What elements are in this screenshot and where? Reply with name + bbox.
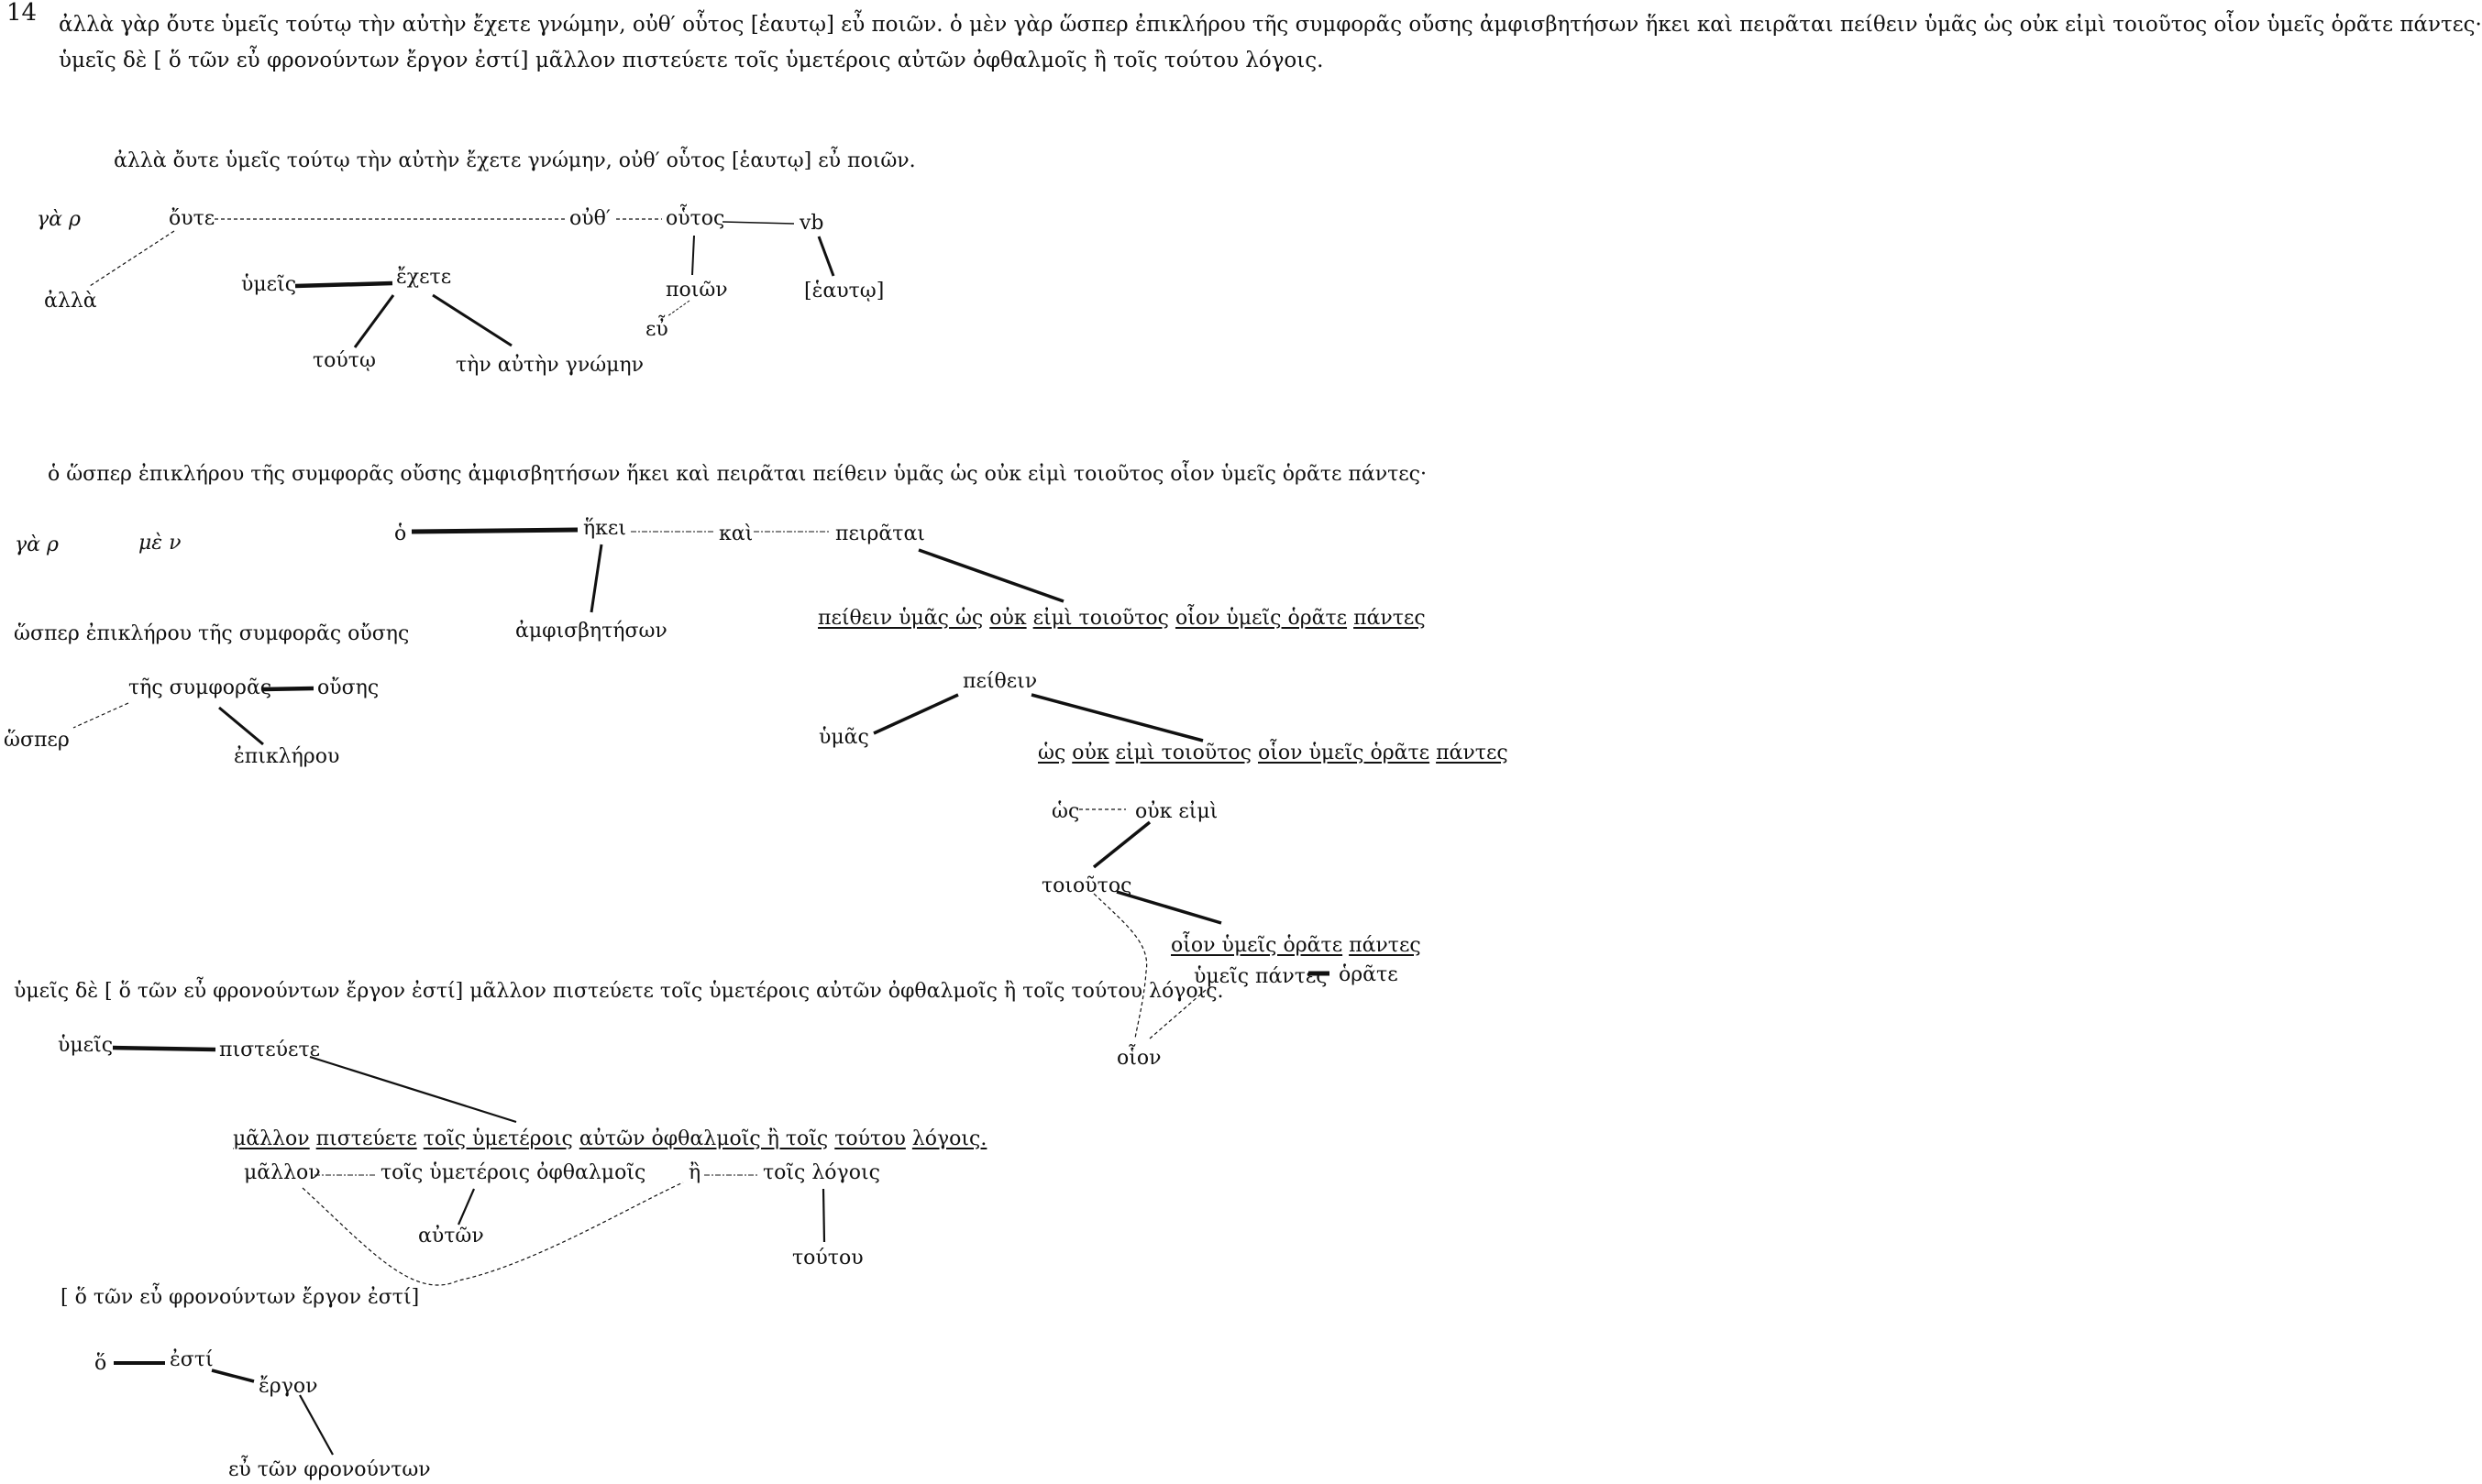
phrase-segment: πάντες <box>1353 607 1426 630</box>
line-ho-hekei <box>412 530 578 532</box>
diagram3-heading: ὑμεῖς δὲ [ ὅ τῶν εὖ φρονούντων ἔργον ἐστί] μᾶλλον πιστεύετε τοῖς ὑμετέροις αὐτῶν ὀφθαλμοῖς ἢ τοῖς τούτου λόγοις. <box>14 980 1224 1003</box>
diagram2-heading: ὁ ὥσπερ ἐπικλήρου τῆς συμφορᾶς οὔσης ἀμφισβητήσων ἥκει καὶ πειρᾶται πείθειν ὑμᾶς ὡς οὐκ εἰμὶ τοιοῦτος οἷον ὑμεῖς ὁρᾶτε πάντες· <box>48 463 1427 486</box>
line-symphoras-epikterou <box>219 708 263 744</box>
node-hymeis-3: ὑμεῖς <box>58 1034 114 1057</box>
node-e: ἢ <box>689 1161 701 1184</box>
node-peiratai: πειρᾶται <box>835 522 925 545</box>
node-gar-2: γὰ ρ <box>15 533 59 556</box>
node-echete: ἔχετε <box>396 266 452 289</box>
node-hymeis-pantes: ὑμεῖς πάντες <box>1194 965 1328 988</box>
node-toutou: τούτου <box>792 1247 864 1270</box>
node-hymeis: ὑμεῖς <box>241 273 297 296</box>
phrase-segment: λόγοις. <box>911 1127 987 1150</box>
phrase-segment: πιστεύετε <box>315 1127 417 1150</box>
node-epikterou: ἐπικλήρου <box>234 745 340 768</box>
node-ho-4: ὅ <box>94 1352 107 1375</box>
line-vb-heauto <box>819 236 833 276</box>
phrase-segment: εἰμὶ τοιοῦτος <box>1032 607 1169 630</box>
node-mallon: μᾶλλον <box>244 1161 321 1184</box>
phrase-segment: τούτου <box>834 1127 906 1150</box>
node-heauto: [ἑαυτῳ] <box>804 280 885 302</box>
line-ergon-phronounton <box>300 1395 333 1455</box>
line-ophthalmois-auton <box>458 1189 474 1225</box>
phrase-segment: οὐκ <box>989 607 1027 630</box>
node-tes-symphoras: τῆς συμφορᾶς <box>128 676 272 699</box>
underlined-phrase-peithein <box>818 606 1426 632</box>
line-peiratai-peithein <box>919 550 1064 601</box>
line-echete-gnomen <box>433 295 512 346</box>
node-alla: ἀλλὰ <box>44 290 97 313</box>
line-houtos-vb <box>723 222 794 224</box>
node-amphisbeteson: ἀμφισβητήσων <box>515 620 667 643</box>
phrase-segment: πείθειν ὑμᾶς ὡς <box>818 607 984 630</box>
node-hymas: ὑμᾶς <box>819 726 869 749</box>
node-tois-logois: τοῖς λόγοις <box>763 1161 880 1184</box>
node-esti: ἐστί <box>170 1348 214 1371</box>
phrase-segment: εἰμὶ τοιοῦτος <box>1115 742 1252 764</box>
line-oukeimi-toioutos <box>1094 822 1150 867</box>
line-echete-touto <box>355 295 393 347</box>
page-number: 14 <box>6 0 38 27</box>
line-logois-toutou <box>823 1189 824 1242</box>
passage-line-2: ὑμεῖς δὲ [ ὅ τῶν εὖ φρονούντων ἔργον ἐστί] μᾶλλον πιστεύετε τοῖς ὑμετέροις αὐτῶν ὀφθαλμοῖς ἢ τοῖς τούτου λόγοις. <box>59 49 1324 72</box>
node-outh: οὐθ′ <box>569 207 611 230</box>
diagram4-heading: [ ὅ τῶν εὖ φρονούντων ἔργον ἐστί] <box>61 1286 420 1309</box>
underlined-phrase-hos <box>1038 741 1508 766</box>
node-toioutos: τοιοῦτος <box>1042 874 1132 897</box>
line-peithein-hos-phrase <box>1031 695 1203 741</box>
node-ten-auten-gnomen: τὴν αὐτὴν γνώμην <box>456 354 644 377</box>
node-hosper-phrase: ὥσπερ ἐπικλήρου τῆς συμφορᾶς οὔσης <box>14 622 410 645</box>
node-peithein: πείθειν <box>963 670 1038 693</box>
node-auton: αὐτῶν <box>418 1225 484 1248</box>
node-hos: ὡς <box>1052 800 1080 823</box>
node-pisteuete: πιστεύετε <box>219 1039 321 1061</box>
line-oute-alla <box>90 231 174 286</box>
line-hymeis-echete <box>295 283 392 286</box>
phrase-segment: οἷον ὑμεῖς ὁρᾶτε <box>1175 607 1348 630</box>
phrase-segment: οἷον ὑμεῖς ὁρᾶτε <box>1257 742 1430 764</box>
line-houtos-poion <box>692 236 694 275</box>
line-symphoras-hosper <box>73 703 128 728</box>
phrase-segment: αὐτῶν ὀφθαλμοῖς ἢ τοῖς <box>579 1127 829 1150</box>
node-gar: γὰ ρ <box>37 208 81 231</box>
phrase-segment: οὐκ <box>1072 742 1109 764</box>
passage-line-1: ἀλλὰ γὰρ ὄυτε ὑμεῖς τούτῳ τὴν αὐτὴν ἔχετε γνώμην, οὐθ′ οὗτος [ἑαυτῳ] εὖ ποιῶν. ὁ μὲν γὰρ ὥσπερ ἐπικλήρου τῆς συμφορᾶς οὔσης ἀμφισβητήσων ἥκει καὶ πειρᾶται πείθειν ὑμᾶς ὡς οὐκ εἰμὶ τοιοῦτος οἷον ὑμεῖς ὁρᾶτε πάντες· <box>59 13 2482 37</box>
diagram1-heading: ἀλλὰ ὄυτε ὑμεῖς τούτῳ τὴν αὐτὴν ἔχετε γνώμην, οὐθ′ οὗτος [ἑαυτῳ] εὖ ποιῶν. <box>114 149 916 172</box>
node-oute: ὄυτε <box>169 207 215 230</box>
node-hekei: ἥκει <box>583 517 626 540</box>
node-kai: καὶ <box>719 522 754 545</box>
node-touto: τούτῳ <box>313 349 376 372</box>
phrase-segment: μᾶλλον <box>233 1127 310 1150</box>
node-ho: ὁ <box>394 522 407 545</box>
underlined-phrase-hoion <box>1171 933 1421 959</box>
phrase-segment: ὡς <box>1038 742 1066 764</box>
phrase-segment: πάντες <box>1436 742 1508 764</box>
line-hekei-amphisbeteson <box>591 544 601 612</box>
node-men: μὲ ν <box>138 532 182 555</box>
node-ouk-eimi: οὐκ εἰμὶ <box>1135 800 1219 823</box>
line-hymeis-pisteuete <box>113 1048 215 1050</box>
line-esti-ergon <box>212 1370 254 1381</box>
node-hosper: ὥσπερ <box>4 729 70 752</box>
underlined-phrase-mallon <box>233 1127 987 1152</box>
line-toioutos-hoion-phrase <box>1117 892 1221 923</box>
line-pisteuete-phrase <box>310 1057 516 1122</box>
phrase-segment: οἷον ὑμεῖς ὁρᾶτε <box>1171 934 1343 957</box>
node-horate: ὁρᾶτε <box>1339 963 1398 986</box>
node-houtos: οὗτος <box>666 207 725 230</box>
phrase-segment: πάντες <box>1349 934 1421 957</box>
node-poion: ποιῶν <box>666 279 728 302</box>
line-toioutos-hoion <box>1094 894 1147 1039</box>
node-eu: εὖ <box>645 318 668 341</box>
node-tois-hymeterois-ophthalmois: τοῖς ὑμετέροις ὀφθαλμοῖς <box>381 1161 646 1184</box>
phrase-segment: τοῖς ὑμετέροις <box>423 1127 573 1150</box>
line-peithein-hymas <box>874 695 958 733</box>
node-ergon: ἔργον <box>259 1375 318 1398</box>
node-hoion: οἷον <box>1117 1047 1162 1070</box>
node-eu-ton-phronounton: εὖ τῶν φρονούντων <box>228 1458 431 1481</box>
line-mallon-e <box>303 1182 683 1285</box>
node-ouses: οὔσης <box>317 676 380 699</box>
node-vb: vb <box>800 212 824 235</box>
